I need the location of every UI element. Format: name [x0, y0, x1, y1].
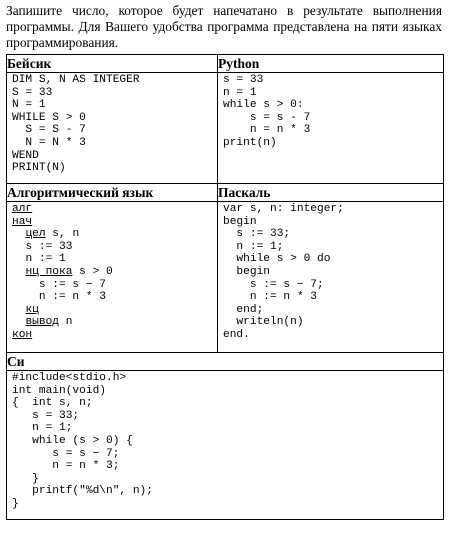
- c-code-line: while (s > 0) {: [12, 434, 133, 447]
- algo-code-text: s := s − 7: [38, 278, 106, 291]
- pascal-code-line: s := 33;: [223, 228, 291, 241]
- c-code-line: n = n * 3;: [12, 460, 120, 473]
- python-cell: [218, 73, 444, 184]
- algo-cell: [7, 202, 218, 353]
- program-table: [6, 54, 444, 520]
- algo-keyword: кон: [12, 328, 33, 341]
- python-code-line: n = 1: [223, 86, 257, 99]
- algo-code-line: [12, 228, 217, 241]
- python-code-line: while s > 0:: [223, 99, 304, 112]
- algo-code-line: [12, 203, 217, 216]
- algo-code-text: s > 0: [72, 265, 113, 278]
- pascal-code-line: s := s − 7;: [223, 278, 324, 291]
- basic-code-line: S = 33: [12, 86, 53, 99]
- task-statement: Запишите число, которое будет напечатано в результате выполнения программы. Для Вашего удобства программа представлена на пяти языках программирования.: [6, 3, 442, 50]
- c-code-line: }: [12, 472, 39, 485]
- python-code-line: s = 33: [223, 74, 264, 86]
- c-cell: [7, 371, 444, 520]
- basic-code-line: S = S - 7: [12, 124, 86, 137]
- algo-code-line: [12, 279, 217, 292]
- basic-code-line: WHILE S > 0: [12, 111, 86, 124]
- python-code-line: print(n): [223, 136, 277, 149]
- c-code-line: s = s − 7;: [12, 447, 120, 460]
- c-code-line: s = 33;: [12, 409, 80, 422]
- c-code-line: int main(void): [12, 384, 106, 397]
- algo-code-line: [12, 329, 217, 342]
- c-header: Си: [7, 353, 444, 371]
- pascal-code-line: end.: [223, 328, 250, 341]
- algo-code-line: [12, 316, 217, 329]
- c-code: [7, 371, 443, 513]
- algo-code-line: [12, 241, 217, 254]
- algo-keyword: вывод: [25, 316, 60, 329]
- pascal-code-line: begin: [223, 265, 270, 278]
- algo-code-line: [12, 253, 217, 266]
- pascal-cell: [218, 202, 444, 353]
- algo-keyword: алг: [12, 203, 33, 215]
- pascal-code-line: var s, n: integer;: [223, 203, 344, 215]
- python-code-line: n = n * 3: [223, 124, 311, 137]
- pascal-code-line: writeln(n): [223, 316, 304, 329]
- basic-code: [7, 73, 217, 177]
- c-code-line: #include<stdio.h>: [12, 372, 127, 384]
- python-code-line: s = s - 7: [223, 111, 311, 124]
- algo-code-line: [12, 291, 217, 304]
- algo-code-text: s, n: [45, 228, 80, 241]
- algo-keyword: нц пока: [25, 265, 73, 278]
- algo-keyword: кц: [25, 303, 39, 316]
- pascal-header: Паскаль: [218, 184, 444, 202]
- algo-code-text: n := n * 3: [38, 291, 106, 304]
- algo-keyword: нач: [12, 215, 33, 228]
- pascal-code-line: end;: [223, 303, 264, 316]
- basic-code-line: DIM S, N AS INTEGER: [12, 74, 140, 86]
- python-header: Python: [218, 55, 444, 73]
- basic-code-line: WEND: [12, 149, 39, 162]
- algo-header: Алгоритмический язык: [7, 184, 218, 202]
- algo-keyword: цел: [25, 228, 46, 241]
- algo-code-text: n: [59, 316, 73, 329]
- basic-code-line: N = 1: [12, 99, 46, 112]
- basic-cell: [7, 73, 218, 184]
- algo-code-line: [12, 266, 217, 279]
- algo-code-text: n := 1: [25, 253, 66, 266]
- pascal-code-line: begin: [223, 215, 257, 228]
- pascal-code-line: n := n * 3: [223, 291, 317, 304]
- c-code-line: printf("%d\n", n);: [12, 485, 153, 498]
- algo-code-line: [12, 304, 217, 317]
- algo-code-text: s := 33: [25, 240, 73, 253]
- c-code-line: { int s, n;: [12, 397, 93, 410]
- basic-code-line: PRINT(N): [12, 162, 66, 175]
- pascal-code: [218, 202, 443, 344]
- algo-code-line: [12, 216, 217, 229]
- basic-code-line: N = N * 3: [12, 136, 86, 149]
- basic-header: Бейсик: [7, 55, 218, 73]
- python-code: [218, 73, 443, 152]
- c-code-line: }: [12, 497, 19, 510]
- pascal-code-line: n := 1;: [223, 240, 284, 253]
- algo-code: [7, 202, 217, 344]
- pascal-code-line: while s > 0 do: [223, 253, 331, 266]
- c-code-line: n = 1;: [12, 422, 73, 435]
